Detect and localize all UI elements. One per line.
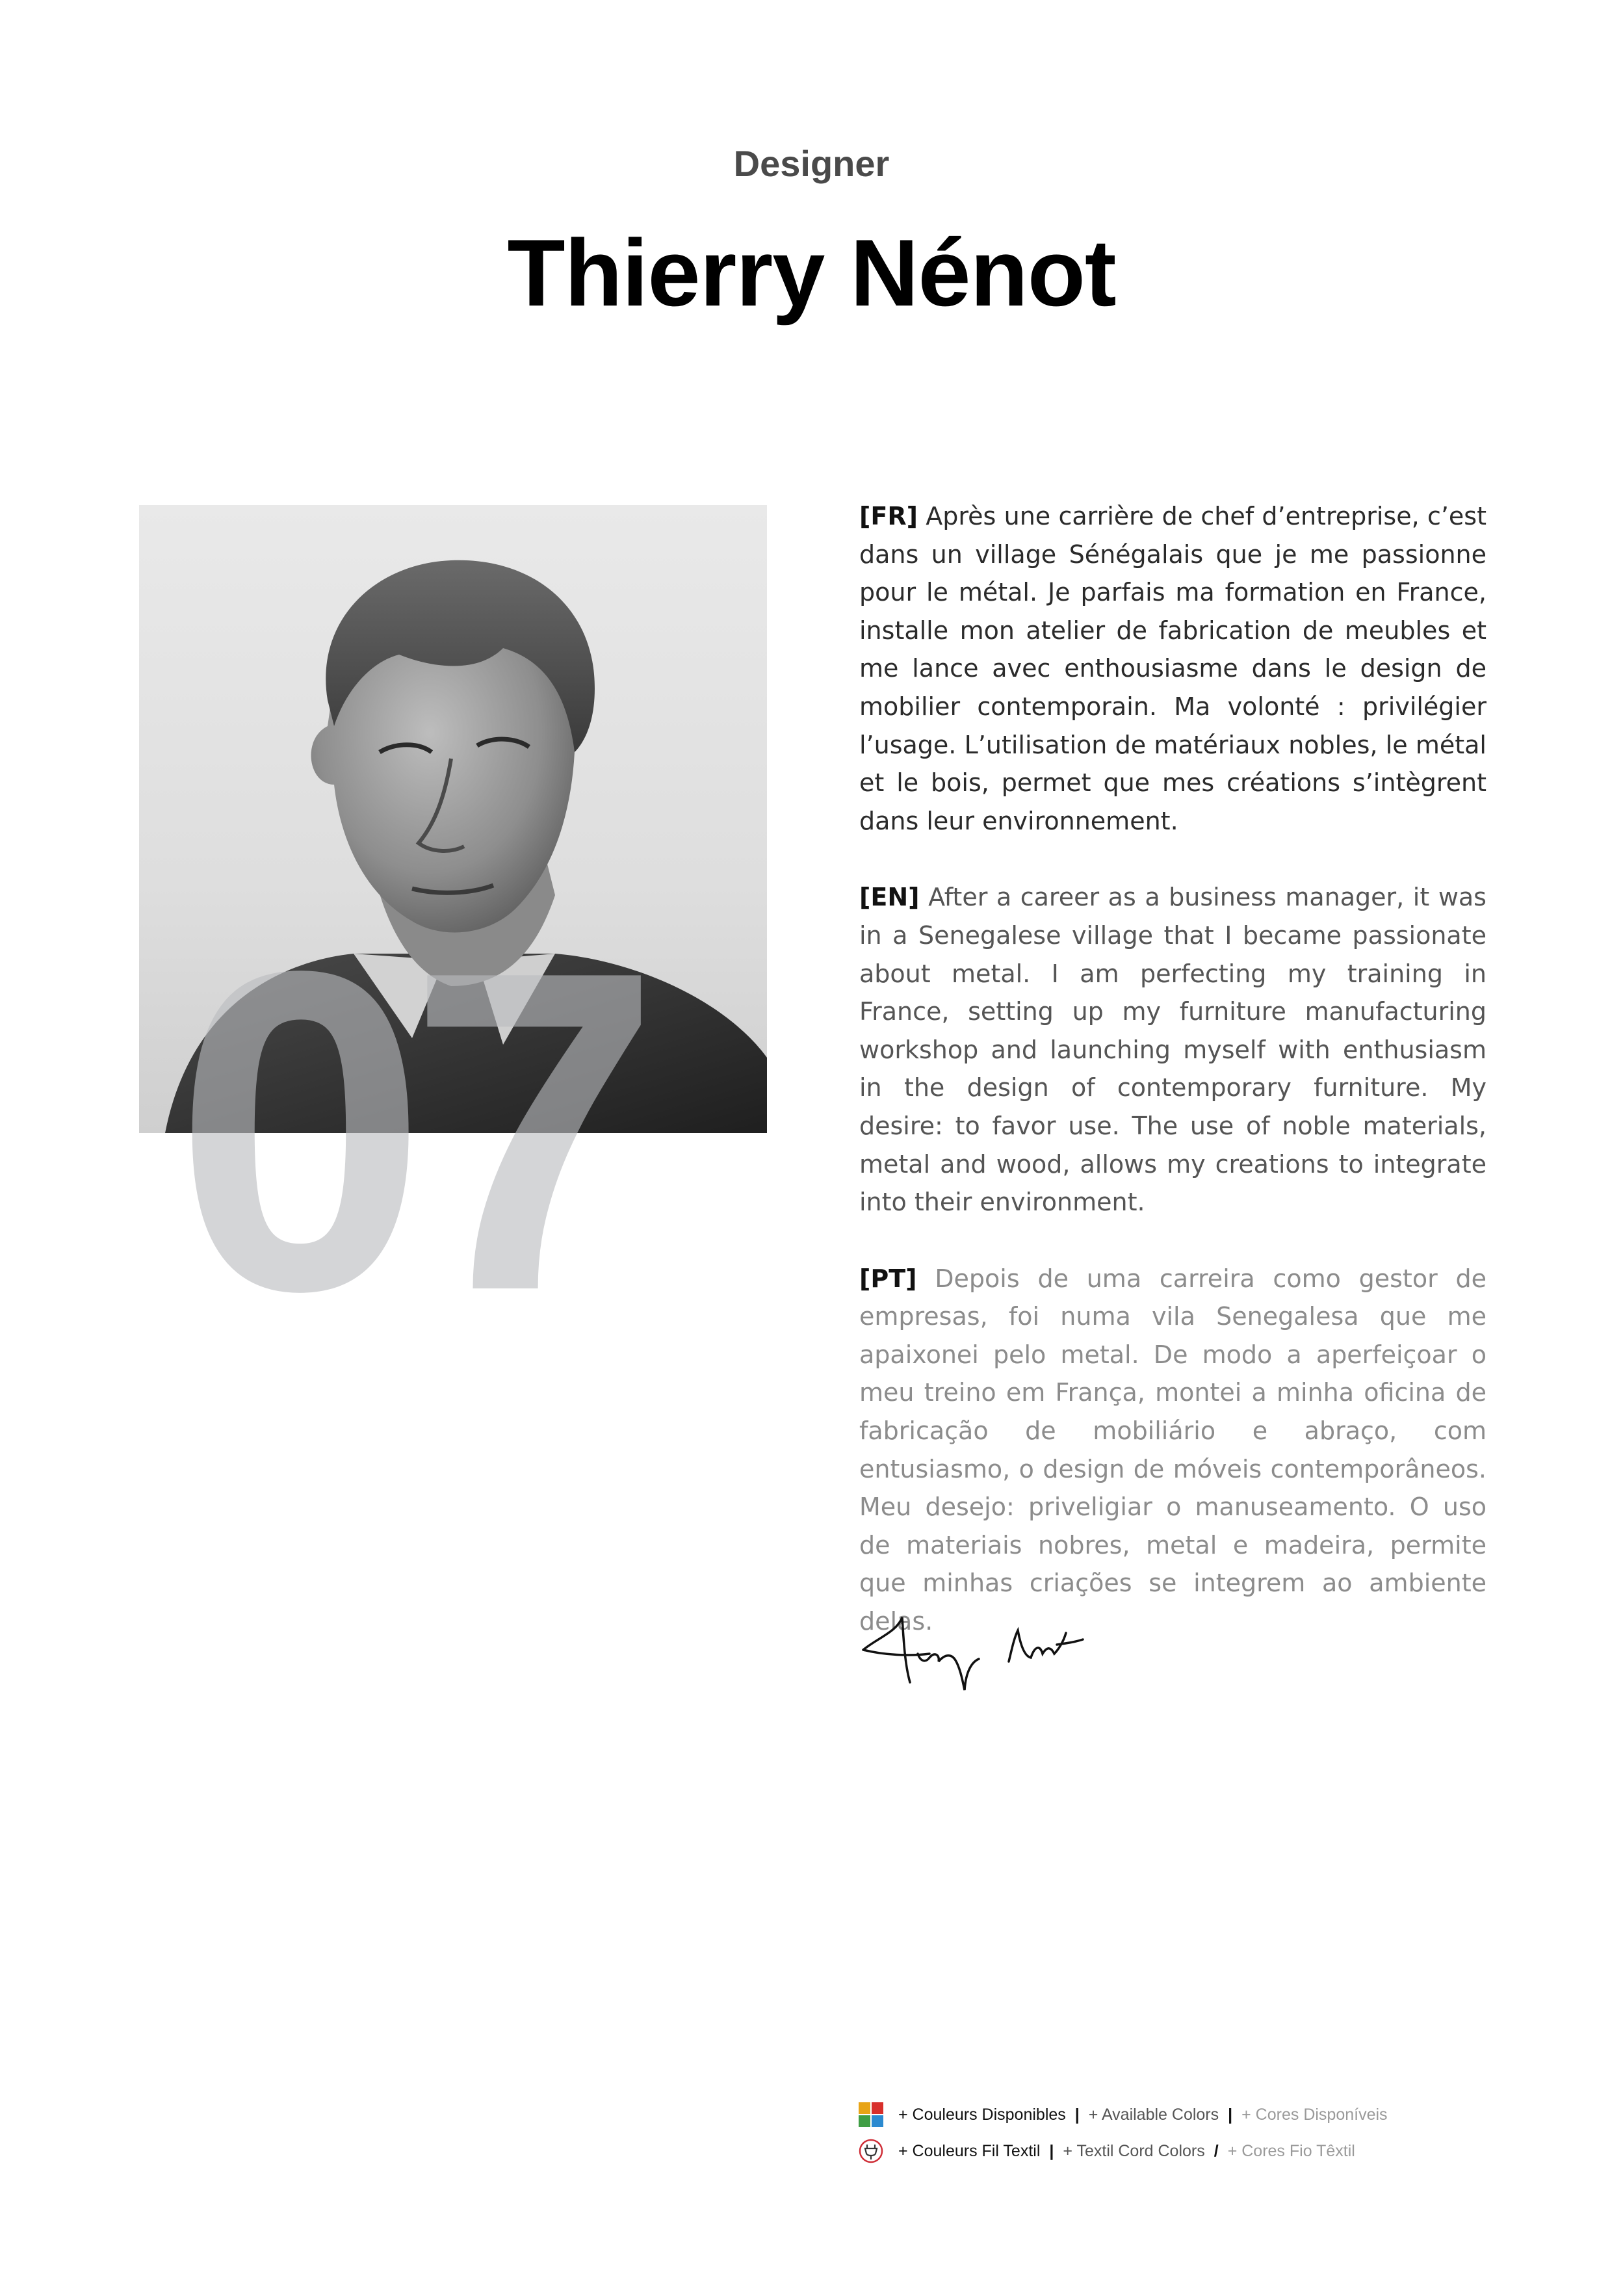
bio-french-text: Après une carrière de chef d’entreprise, c’est dans un village Sénégalais que je me passionne pour le métal. Je parfais ma formation en France, installe mon atelier de fabrication de meubles et me lance avec enthousiasme dans le design de mobilier contemporain. Ma volonté : privilégier l’usage. L’utilisation de matériaux nobles, le métal et le bois, permet que mes créations s’intègrent dans leur environnement. <box>859 502 1487 835</box>
biography <box>859 497 1487 1679</box>
swatch-1 <box>872 2102 883 2114</box>
bio-english-tag: [EN] <box>859 883 920 912</box>
signature-image <box>858 1599 1098 1697</box>
swatch-0 <box>859 2102 870 2114</box>
bio-french-tag: [FR] <box>859 502 918 530</box>
colors-label-en: + Available Colors <box>1088 2105 1219 2124</box>
chapter-number: 07 <box>174 877 642 1385</box>
legend <box>858 2096 1573 2169</box>
designer-label: Designer <box>733 143 890 184</box>
colors-label-pt: + Cores Disponíveis <box>1241 2105 1388 2124</box>
designer-name: Thierry Nénot <box>507 220 1116 326</box>
four-color-squares-icon <box>858 2102 884 2128</box>
separator: | <box>1228 2105 1233 2124</box>
separator: | <box>1049 2141 1054 2160</box>
cord-label-fr: + Couleurs Fil Textil <box>898 2141 1041 2160</box>
colors-label-fr: + Couleurs Disponibles <box>898 2105 1066 2124</box>
legend-cord-colors <box>858 2133 1573 2169</box>
bio-english <box>859 878 1487 1221</box>
separator: / <box>1214 2141 1219 2160</box>
legend-available-colors <box>858 2096 1573 2133</box>
signature <box>858 1599 1098 1697</box>
separator: | <box>1074 2105 1080 2124</box>
cord-label-en: + Textil Cord Colors <box>1063 2141 1205 2160</box>
textile-cord-plug-icon <box>858 2138 884 2164</box>
cord-label-pt: + Cores Fio Têxtil <box>1227 2141 1355 2160</box>
bio-portuguese-text: Depois de uma carreira como gestor de empresas, foi numa vila Senegalesa que me apaixonei pelo metal. De modo a aperfeiçoar o meu treino em França, montei a minha oficina de fabricação de mobiliário e abraço, com entusiasmo, o design de móveis contemporâneos. Meu desejo: priveligiar o manuseamento. O uso de materiais nobres, metal e madeira, permite que minhas criações se integrem ao ambiente delas. <box>859 1264 1487 1636</box>
swatch-2 <box>859 2115 870 2127</box>
bio-english-text: After a career as a business manager, it was in a Senegalese village that I became passionate about metal. I am perfecting my training in France, setting up my furniture manufacturing workshop and launching myself with enthusiasm in the design of contemporary furniture. My desire: to favor use. The use of noble materials, metal and wood, allows my creations to integrate into their environment. <box>859 883 1487 1217</box>
bio-french <box>859 497 1487 840</box>
bio-portuguese-tag: [PT] <box>859 1264 917 1293</box>
bio-portuguese <box>859 1260 1487 1641</box>
swatch-3 <box>872 2115 883 2127</box>
